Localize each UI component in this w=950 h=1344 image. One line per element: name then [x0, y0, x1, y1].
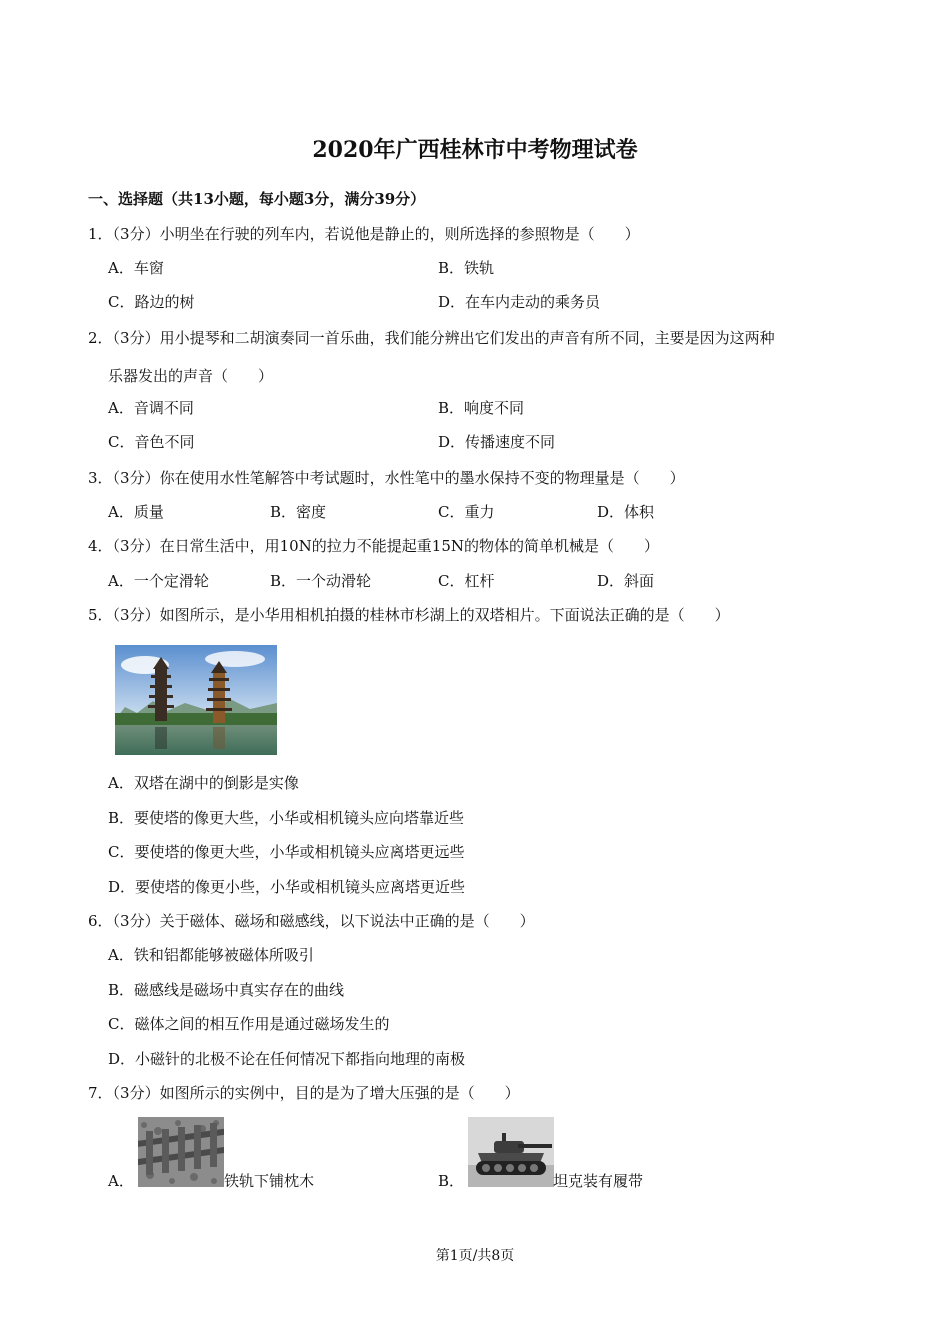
question-6-stem: 6．（3分）关于磁体、磁场和磁感线，以下说法中正确的是（ ）	[88, 912, 535, 930]
question-2-option-a: A．音调不同	[108, 399, 194, 417]
question-6-option-b: B．磁感线是磁场中真实存在的曲线	[108, 981, 345, 999]
question-7-option-a-text: 铁轨下铺枕木	[224, 1172, 315, 1190]
question-4-stem: 4．（3分）在日常生活中，用10N的拉力不能提起重15N的物体的简单机械是（ ）	[88, 537, 660, 555]
question-1-option-b: B．铁轨	[438, 259, 495, 277]
question-2-option-d: D．传播速度不同	[438, 433, 556, 451]
question-7-stem: 7．（3分）如图所示的实例中，目的是为了增大压强的是（ ）	[88, 1084, 520, 1102]
question-5-option-d: D．要使塔的像更小些，小华或相机镜头应离塔更近些	[108, 878, 466, 896]
question-6-option-c: C．磁体之间的相互作用是通过磁场发生的	[108, 1015, 390, 1033]
question-3-option-c: C．重力	[438, 503, 495, 521]
question-2-option-c: C．音色不同	[108, 433, 195, 451]
question-3-stem: 3．（3分）你在使用水性笔解答中考试题时，水性笔中的墨水保持不变的物理量是（ ）	[88, 469, 685, 487]
question-5-option-a: A．双塔在湖中的倒影是实像	[108, 774, 299, 792]
page-title: 2020年广西桂林市中考物理试卷	[312, 137, 638, 163]
section-heading: 一、选择题（共13小题，每小题3分，满分39分）	[88, 190, 426, 208]
tank-photo	[468, 1117, 554, 1187]
question-7-option-b-text: 坦克装有履带	[553, 1172, 644, 1190]
question-5-option-b: B．要使塔的像更大些，小华或相机镜头应向塔靠近些	[108, 809, 465, 827]
question-4-option-c: C．杠杆	[438, 572, 495, 590]
question-1-option-a: A．车窗	[108, 259, 164, 277]
question-2-stem-line2: 乐器发出的声音（ ）	[108, 367, 274, 385]
question-1-stem: 1．（3分）小明坐在行驶的列车内，若说他是静止的，则所选择的参照物是（ ）	[88, 225, 640, 243]
question-5-option-c: C．要使塔的像更大些，小华或相机镜头应离塔更远些	[108, 843, 465, 861]
question-4-option-d: D．斜面	[597, 572, 655, 590]
question-3-option-d: D．体积	[597, 503, 655, 521]
question-2-option-b: B．响度不同	[438, 399, 525, 417]
question-3-option-b: B．密度	[270, 503, 327, 521]
twin-pagodas-photo	[115, 645, 277, 755]
question-7-option-b-letter: B．	[438, 1172, 465, 1190]
page-footer: 第1页/共8页	[435, 1248, 515, 1264]
question-3-option-a: A．质量	[108, 503, 164, 521]
railway-sleepers-photo	[138, 1117, 224, 1187]
question-4-option-a: A．一个定滑轮	[108, 572, 209, 590]
question-5-stem: 5．（3分）如图所示，是小华用相机拍摄的桂林市杉湖上的双塔相片。下面说法正确的是（ ）	[88, 606, 730, 624]
question-2-stem-line1: 2．（3分）用小提琴和二胡演奏同一首乐曲，我们能分辨出它们发出的声音有所不同，主要是因为这两种	[88, 329, 775, 347]
question-6-option-d: D．小磁针的北极不论在任何情况下都指向地理的南极	[108, 1050, 466, 1068]
question-1-option-d: D．在车内走动的乘务员	[438, 293, 601, 311]
question-6-option-a: A．铁和铝都能够被磁体所吸引	[108, 946, 314, 964]
question-7-option-a-letter: A．	[108, 1172, 134, 1190]
question-4-option-b: B．一个动滑轮	[270, 572, 372, 590]
question-1-option-c: C．路边的树	[108, 293, 195, 311]
